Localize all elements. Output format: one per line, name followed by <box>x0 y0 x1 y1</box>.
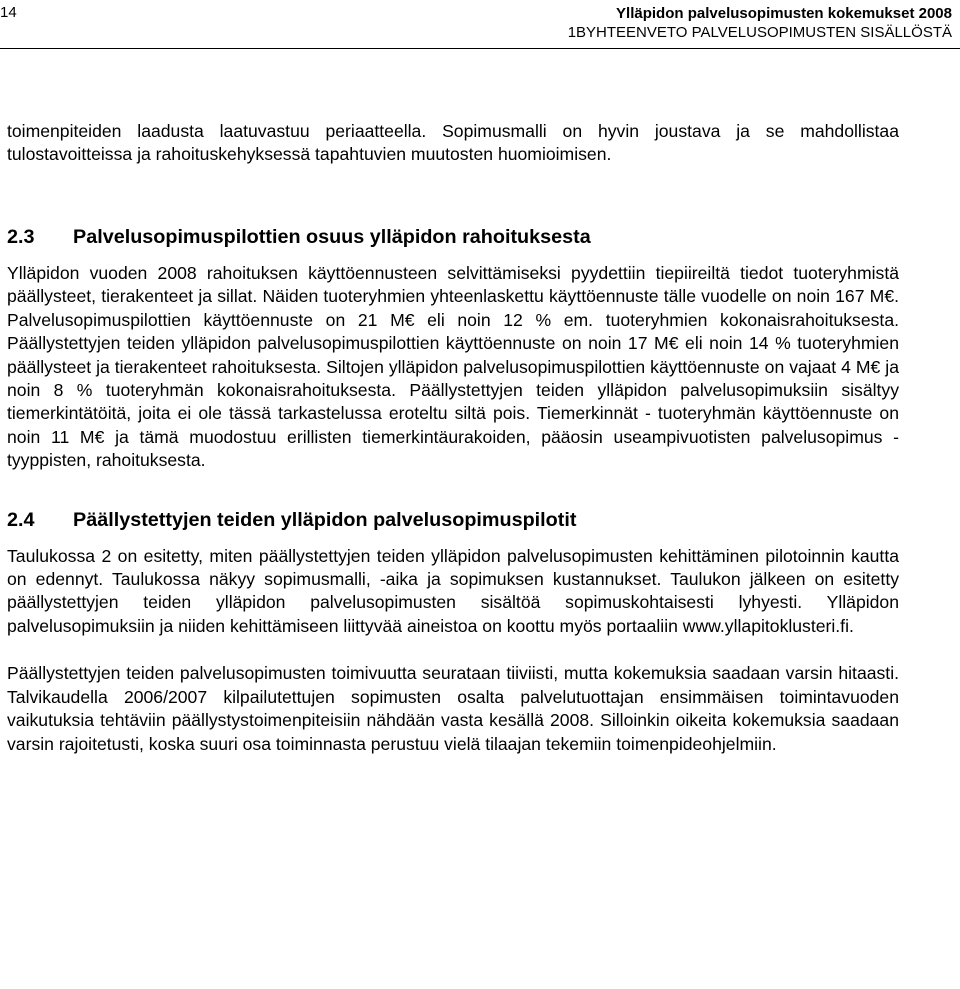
section-title: Palvelusopimuspilottien osuus ylläpidon rahoituksesta <box>73 226 591 248</box>
section-number: 2.3 <box>7 226 35 248</box>
section-number: 2.4 <box>7 508 35 531</box>
section-heading-2-4 <box>7 507 899 533</box>
section-title: Päällystettyjen teiden ylläpidon palvelusopimuspilotit <box>73 508 577 531</box>
section-2-3-paragraph: Ylläpidon vuoden 2008 rahoituksen käyttöennusteen selvittämiseksi pyydettiin tiepiireiltä tiedot tuoteryhmistä päällysteet, tierakenteet ja sillat. Näiden tuoteryhmien yhteenlaskettu käyttöennuste tälle vuodelle on noin 167 M€. Palvelusopimuspilottien käyttöennuste on 21 M€ eli noin 12 % em. tuoteryhmien kokonaisrahoituksesta. Päällystettyjen teiden ylläpidon palvelusopimuspilottien käyttöennuste on noin 17 M€ eli noin 14 % tuoteryhmien päällysteet ja tierakenteet rahoituksesta. Siltojen ylläpidon palvelusopimuspilottien käyttöennuste on vajaat 4 M€ ja noin 8 % tuoteryhmän kokonaisrahoituksesta. Päällystettyjen teiden ylläpidon palvelusopimuksiin sisältyy tiemerkintätöitä, joita ei ole tässä tarkastelussa eroteltu siltä pois. Tiemerkinnät - tuoteryhmän käyttöennuste on noin 11 M€ ja tämä muodostuu erillisten tiemerkintäurakoiden, pääosin useampivuotisten palvelusopimus -tyyppisten, rahoituksesta. <box>7 263 899 471</box>
page-header <box>0 0 960 52</box>
section-heading-2-3 <box>7 224 899 250</box>
running-header-title: Ylläpidon palvelusopimusten kokemukset 2008 <box>616 5 952 22</box>
intro-paragraph: toimenpiteiden laadusta laatuvastuu periaatteella. Sopimusmalli on hyvin joustava ja se mahdollistaa tulostavoitteissa ja rahoituskehyksessä tapahtuvien muutosten huomioimisen. <box>7 121 899 165</box>
header-divider <box>0 48 960 49</box>
running-header-subtitle: 1BYHTEENVETO PALVELUSOPIMUSTEN SISÄLLÖSTÄ <box>567 24 952 41</box>
page-number: 14 <box>0 4 17 21</box>
section-2-4-paragraph-1: Taulukossa 2 on esitetty, miten päällystettyjen teiden ylläpidon palvelusopimusten kehittäminen pilotoinnin kautta on edennyt. Taulukossa näkyy sopimusmalli, -aika ja sopimuksen kustannukset. Taulukon jälkeen on esitetty päällystettyjen teiden ylläpidon palvelusopimusten sisältöä sopimuskohtaisesti lyhyesti. Ylläpidon palvelusopimuksiin ja niiden kehittämiseen liittyvää aineistoa on koottu myös portaaliin www.yllapitoklusteri.fi. <box>7 545 899 636</box>
page-body <box>7 120 899 756</box>
section-2-4-paragraph-2: Päällystettyjen teiden palvelusopimusten toimivuutta seurataan tiiviisti, mutta kokemuksia saadaan varsin hitaasti. Talvikaudella 2006/2007 kilpailutettujen sopimusten osalta palvelutuottajan ensimmäisen toimintavuoden vaikutuksia tehtäviin päällystystoimenpiteisiin nähdään vasta kesällä 2008. Silloinkin oikeita kokemuksia saadaan varsin rajoitetusti, koska suuri osa toiminnasta perustuu vielä tilaajan tekemiin toimenpideohjelmiin. <box>7 663 899 754</box>
running-header <box>568 4 952 42</box>
